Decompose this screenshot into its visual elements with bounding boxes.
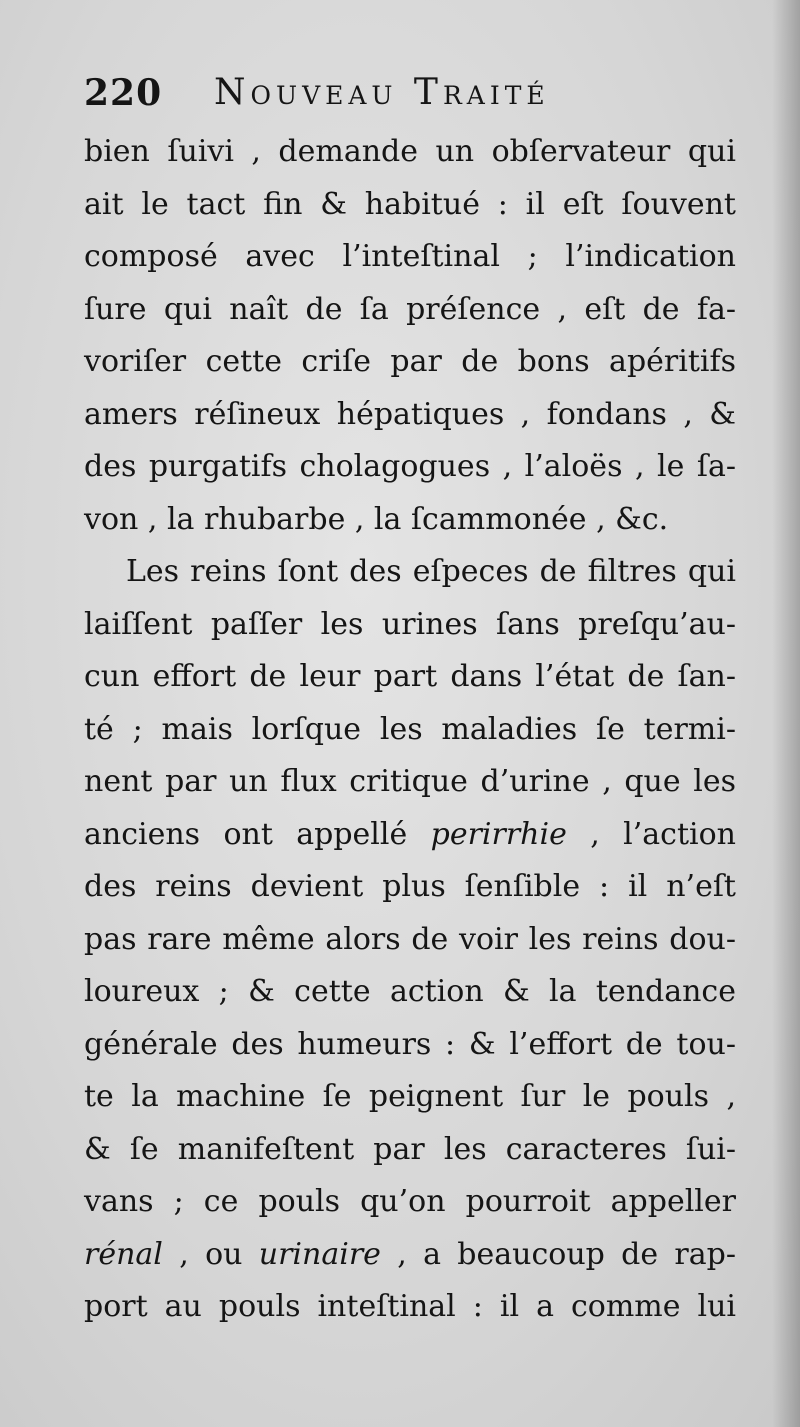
text-line: anciens ont appellé perirrhie , l’action <box>84 816 736 852</box>
text-line: vans ; ce pouls qu’on pourroit appeller <box>84 1184 736 1219</box>
page-header <box>84 72 744 122</box>
text-line: nent par un flux critique d’urine , que les <box>84 764 736 799</box>
text-line: des reins devient plus ſenſible : il n’eſt <box>84 869 736 904</box>
page-edge-shadow <box>772 0 800 1427</box>
text-line: pas rare même alors de voir les reins dou- <box>84 921 736 957</box>
text-line: rénal , ou urinaire , a beaucoup de rap- <box>84 1236 736 1272</box>
page-number: 220 <box>84 72 163 114</box>
text-line: té ; mais lorſque les maladies ſe termi- <box>84 711 736 747</box>
text-line: générale des humeurs : & l’effort de tou- <box>84 1026 736 1062</box>
italic-term: urinaire <box>258 1236 381 1272</box>
text-line: bien ſuivi , demande un obſervateur qui <box>84 134 736 169</box>
text-line: port au pouls inteſtinal : il a comme lui <box>84 1289 736 1324</box>
italic-term: perirrhie <box>430 816 567 852</box>
text-line: amers réſineux hépatiques , fondans , & <box>84 396 736 432</box>
text-line: laiſſent paſſer les urines ſans preſqu’au- <box>84 606 736 642</box>
text-line: voriſer cette criſe par de bons apéritifs <box>84 344 736 379</box>
text-line: composé avec l’inteſtinal ; l’indication <box>84 239 736 274</box>
running-title: Nouveau Traité <box>214 72 550 113</box>
text-line: cun effort de leur part dans l’état de ſan- <box>84 659 736 694</box>
italic-term: rénal <box>84 1236 163 1272</box>
text-line: ſure qui naît de ſa préſence , eſt de fa- <box>84 291 736 327</box>
text-line: ait le tact fin & habitué : il eſt ſouvent <box>84 186 736 222</box>
text-line: des purgatifs cholagogues , l’aloës , le ſa- <box>84 449 736 484</box>
text-line: von , la rhubarbe , la ſcammonée , &c. <box>84 501 669 537</box>
text-line: loureux ; & cette action & la tendance <box>84 974 736 1009</box>
text-line: te la machine ſe peignent ſur le pouls , <box>84 1079 736 1114</box>
paragraph-start-line: Les reins ſont des eſpeces de filtres qui <box>126 554 736 589</box>
body-text <box>84 126 736 1334</box>
text-line: & ſe manifeſtent par les caracteres ſui- <box>84 1131 736 1167</box>
